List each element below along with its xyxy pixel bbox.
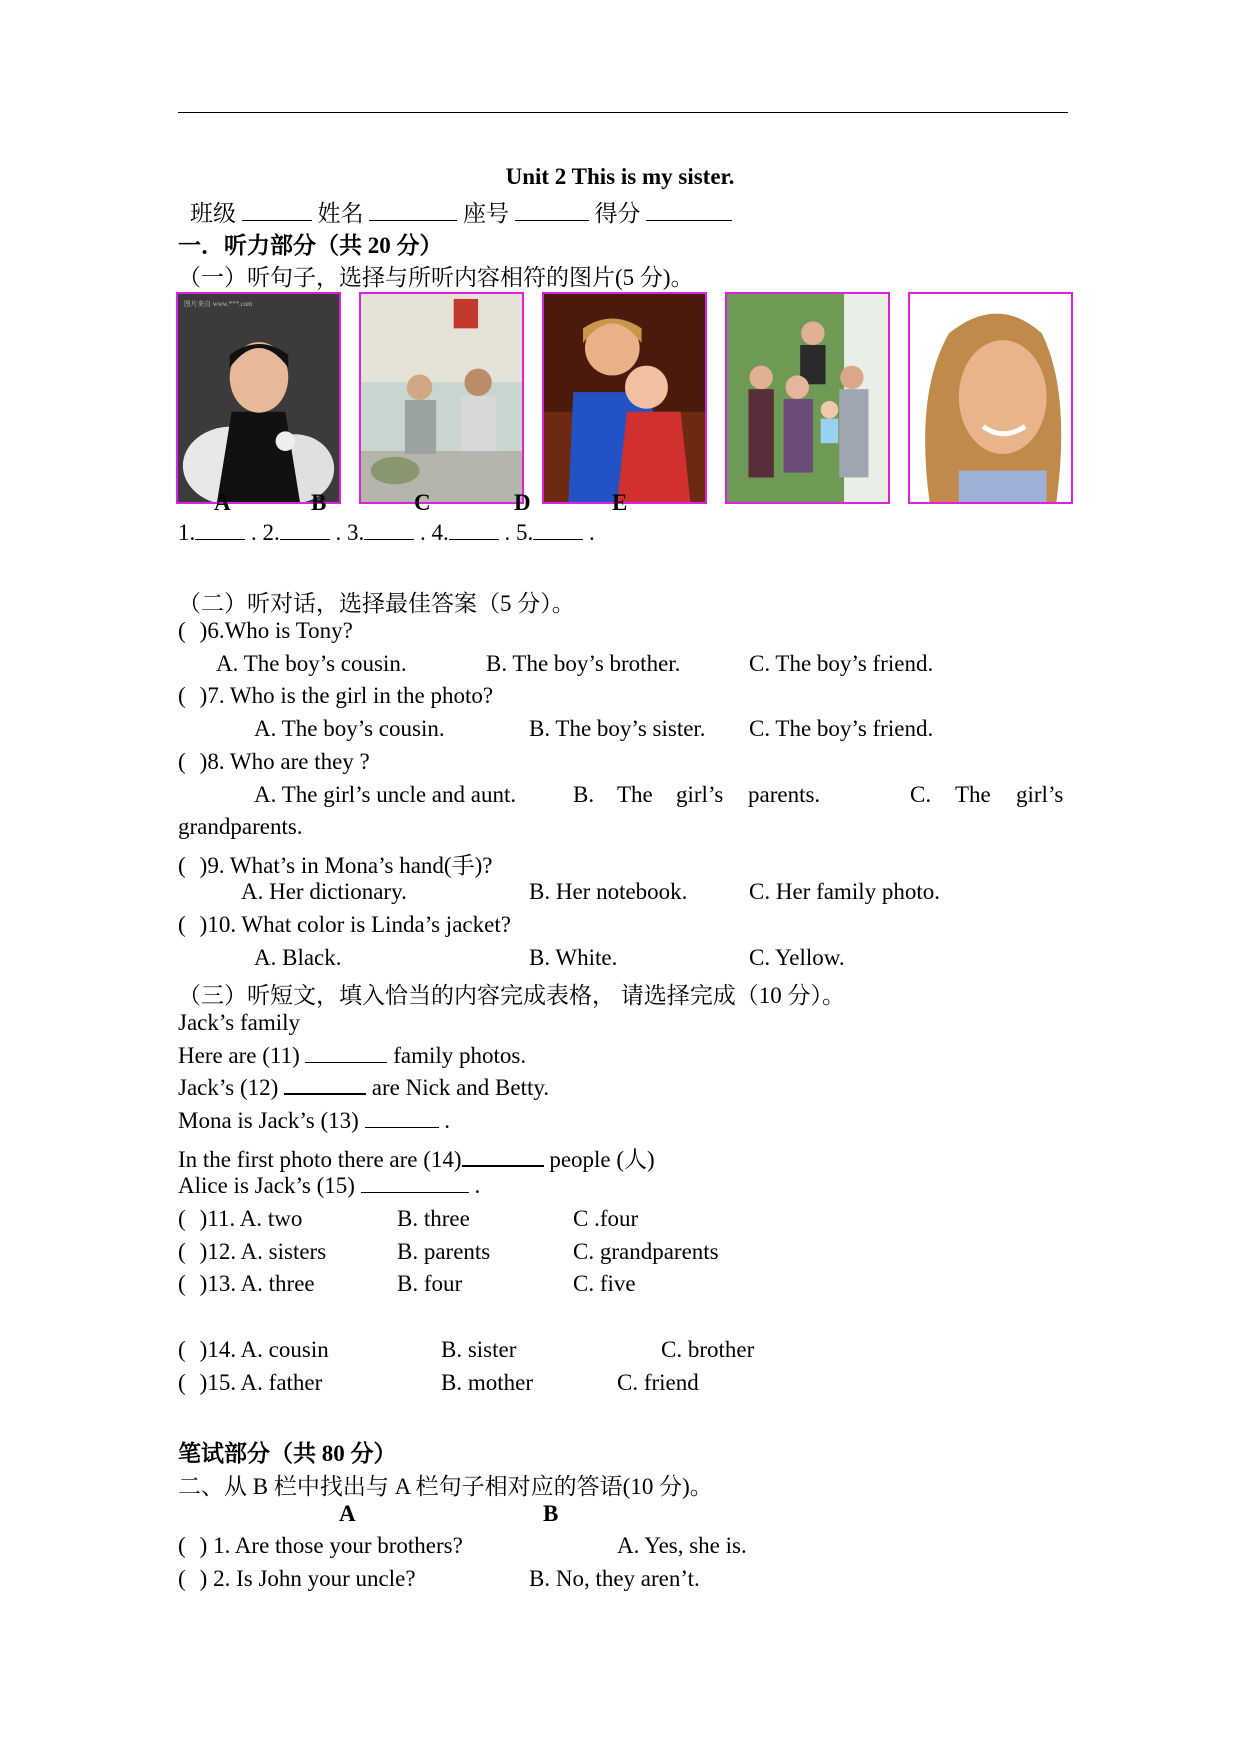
answer-1-input[interactable] [195, 521, 245, 540]
choice-13-b[interactable]: B. four [397, 1271, 463, 1296]
name-label: 姓名 [317, 201, 364, 226]
choice-11: ( )11. A. two [178, 1206, 303, 1231]
choice-13-c[interactable]: C. five [573, 1271, 636, 1296]
choice-15: ( )15. A. father [178, 1370, 323, 1395]
blank-12-input[interactable] [284, 1075, 366, 1095]
photo-c-sisters-hugging [542, 292, 707, 504]
answer-4-input[interactable] [449, 521, 499, 540]
part1-instruction: （一）听句子，选择与所听内容相符的图片(5 分)。 [178, 265, 694, 290]
seat-input[interactable] [515, 202, 589, 221]
q10-option-c[interactable]: C. Yellow. [749, 945, 845, 970]
photo-letter-c: C [414, 490, 431, 515]
score-input[interactable] [646, 202, 732, 221]
blank-15-input[interactable] [361, 1174, 469, 1193]
section1-heading: 一．听力部分（共 20 分） [178, 233, 443, 258]
q8-option-c-word1: The [955, 782, 991, 807]
page-title: Unit 2 This is my sister. [505, 164, 735, 189]
header-rule [178, 112, 1068, 113]
choice-13: ( )13. A. three [178, 1271, 315, 1296]
part3-instruction: （三）听短文，填入恰当的内容完成表格， 请选择完成（10 分）。 [178, 983, 845, 1008]
q8-option-b-word1: The [617, 782, 653, 807]
choice-15-c[interactable]: C. friend [617, 1370, 699, 1395]
q6-option-c[interactable]: C. The boy’s friend. [749, 651, 934, 676]
choice-11-c[interactable]: C .four [573, 1206, 639, 1231]
part1-answer-line: 1. . 2. . 3. . 4. . 5. . [178, 520, 595, 545]
q10-option-b[interactable]: B. White. [529, 945, 618, 970]
photo-d-family [725, 292, 890, 504]
photo-b-grandparents [359, 292, 524, 504]
blank-11-input[interactable] [305, 1044, 387, 1063]
q9-option-b[interactable]: B. Her notebook. [529, 879, 688, 904]
q10-option-a[interactable]: A. Black. [254, 945, 342, 970]
part2-instruction: （二）听对话，选择最佳答案（5 分）。 [178, 591, 575, 616]
column-a-header: A [339, 1501, 356, 1526]
passage-title: Jack’s family [178, 1010, 300, 1035]
q9-option-c[interactable]: C. Her family photo. [749, 879, 940, 904]
blank-13-input[interactable] [365, 1109, 439, 1128]
passage-line-14: In the first photo there are (14) people (人) [178, 1147, 655, 1172]
passage-line-13: Mona is Jack’s (13) . [178, 1108, 451, 1133]
photo-caption: 图片来自 www.***.com [183, 300, 253, 308]
answer-5-input[interactable] [533, 521, 583, 540]
match-row-2: ( ) 2. Is John your uncle? [178, 1566, 416, 1591]
q6-option-b[interactable]: B. The boy’s brother. [486, 651, 681, 676]
q7-option-b[interactable]: B. The boy’s sister. [529, 716, 706, 741]
seat-label: 座号 [463, 201, 509, 226]
question-10: ( )10. What color is Linda’s jacket? [178, 912, 511, 937]
choice-12: ( )12. A. sisters [178, 1239, 327, 1264]
photo-a-boy-in-suit [176, 292, 341, 504]
header-fields [190, 195, 732, 228]
question-8: ( )8. Who are they ? [178, 749, 370, 774]
q7-option-a[interactable]: A. The boy’s cousin. [254, 716, 445, 741]
score-label: 得分 [594, 201, 641, 226]
q8-option-a[interactable]: A. The girl’s uncle and aunt. [254, 782, 517, 807]
column-b-header: B [543, 1501, 559, 1526]
class-label: 班级 [190, 201, 236, 226]
passage-line-15: Alice is Jack’s (15) . [178, 1173, 481, 1198]
photo-letter-a: A [214, 490, 231, 515]
q6-option-a[interactable]: A. The boy’s cousin. [216, 651, 407, 676]
choice-14-c[interactable]: C. brother [661, 1337, 755, 1362]
blank-14-input[interactable] [462, 1147, 544, 1167]
q8-option-c-word2: girl’s [1016, 782, 1064, 807]
question-9: ( )9. What’s in Mona’s hand(手)? [178, 853, 493, 878]
choice-15-b[interactable]: B. mother [441, 1370, 533, 1395]
match-row-1: ( ) 1. Are those your brothers? [178, 1533, 463, 1558]
choice-11-b[interactable]: B. three [397, 1206, 470, 1231]
q8-option-c-continued: grandparents. [178, 814, 303, 839]
photo-e-smiling-girl [908, 292, 1073, 504]
photo-letter-d: D [514, 490, 531, 515]
photo-letter-e: E [612, 490, 628, 515]
choice-12-c[interactable]: C. grandparents [573, 1239, 719, 1264]
choice-14-b[interactable]: B. sister [441, 1337, 517, 1362]
q8-option-c-letter[interactable]: C. [910, 782, 932, 807]
q9-option-a[interactable]: A. Her dictionary. [241, 879, 407, 904]
q8-option-b-word2: girl’s [676, 782, 724, 807]
photo-letter-b: B [311, 490, 327, 515]
name-input[interactable] [369, 202, 457, 221]
passage-line-11: Here are (11) family photos. [178, 1043, 527, 1068]
q8-option-b-letter[interactable]: B. [573, 782, 595, 807]
choice-14: ( )14. A. cousin [178, 1337, 329, 1362]
answer-2-input[interactable] [280, 521, 330, 540]
question-6: ( )6.Who is Tony? [178, 618, 353, 643]
section2-instruction: 二、从 B 栏中找出与 A 栏句子相对应的答语(10 分)。 [178, 1474, 713, 1499]
match-answer-b: B. No, they aren’t. [529, 1566, 700, 1591]
class-input[interactable] [242, 202, 312, 221]
answer-3-input[interactable] [364, 521, 414, 540]
section2-heading: 笔试部分（共 80 分） [178, 1441, 397, 1466]
match-answer-a: A. Yes, she is. [617, 1533, 747, 1558]
q8-option-b-word3: parents. [748, 782, 821, 807]
q7-option-c[interactable]: C. The boy’s friend. [749, 716, 934, 741]
question-7: ( )7. Who is the girl in the photo? [178, 683, 494, 708]
choice-12-b[interactable]: B. parents [397, 1239, 491, 1264]
passage-line-12: Jack’s (12) are Nick and Betty. [178, 1075, 550, 1100]
